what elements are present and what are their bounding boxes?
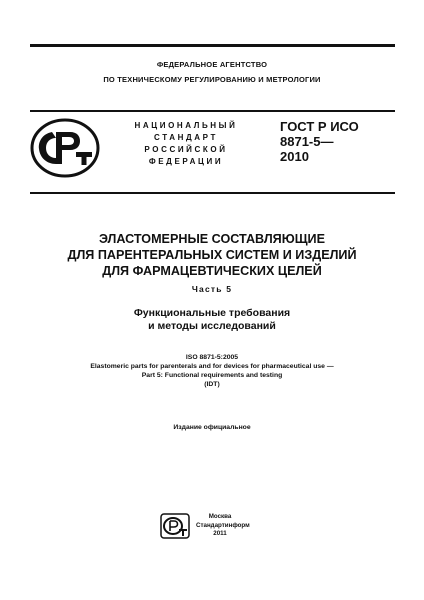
designation-line: 8871-5— — [280, 134, 334, 149]
national-standard-line: ФЕДЕРАЦИИ — [148, 157, 224, 166]
top-rule — [30, 44, 395, 47]
part-label: Часть 5 — [191, 284, 233, 294]
publisher-city: Москва — [208, 513, 232, 520]
iso-reference-line: (IDT) — [204, 381, 220, 388]
agency-subtitle: ПО ТЕХНИЧЕСКОМУ РЕГУЛИРОВАНИЮ И МЕТРОЛОГИИ — [103, 75, 321, 84]
edition-label: Издание официальное — [173, 424, 251, 431]
title-line: ДЛЯ ФАРМАЦЕВТИЧЕСКИХ ЦЕЛЕЙ — [102, 264, 322, 278]
iso-reference-line: Part 5: Functional requirements and testing — [141, 372, 283, 379]
national-standard-line: СТАНДАРТ — [154, 133, 218, 142]
agency-name: ФЕДЕРАЛЬНОЕ АГЕНТСТВО — [156, 60, 268, 69]
gost-r-pst-emblem-icon — [30, 118, 100, 178]
title-line: ДЛЯ ПАРЕНТЕРАЛЬНЫХ СИСТЕМ И ИЗДЕЛИЙ — [67, 248, 357, 262]
header-bottom-rule — [30, 192, 395, 194]
national-standard-line: НАЦИОНАЛЬНЫЙ — [134, 121, 238, 130]
designation-line: 2010 — [280, 149, 309, 164]
publisher-year: 2011 — [213, 530, 227, 537]
national-standard-label — [120, 120, 252, 168]
iso-reference-line: Elastomeric parts for parenterals and for devices for pharmaceutical use — — [90, 363, 334, 370]
header-rule — [30, 110, 395, 112]
standartinform-logo-icon — [160, 513, 190, 539]
title-line: ЭЛАСТОМЕРНЫЕ СОСТАВЛЯЮЩИЕ — [99, 232, 325, 246]
publisher-name: Стандартинформ — [196, 521, 250, 529]
subtitle-line: Функциональные требования — [133, 307, 291, 319]
iso-reference — [0, 353, 424, 389]
national-standard-line: РОССИЙСКОЙ — [144, 145, 228, 154]
subtitle-line: и методы исследований — [148, 320, 276, 332]
publisher-block — [196, 513, 250, 539]
designation-line: ГОСТ Р ИСО — [280, 119, 359, 134]
iso-reference-line: ISO 8871-5:2005 — [185, 354, 239, 361]
standard-designation — [280, 119, 359, 164]
document-title — [0, 231, 424, 279]
document-subtitle — [0, 307, 424, 333]
